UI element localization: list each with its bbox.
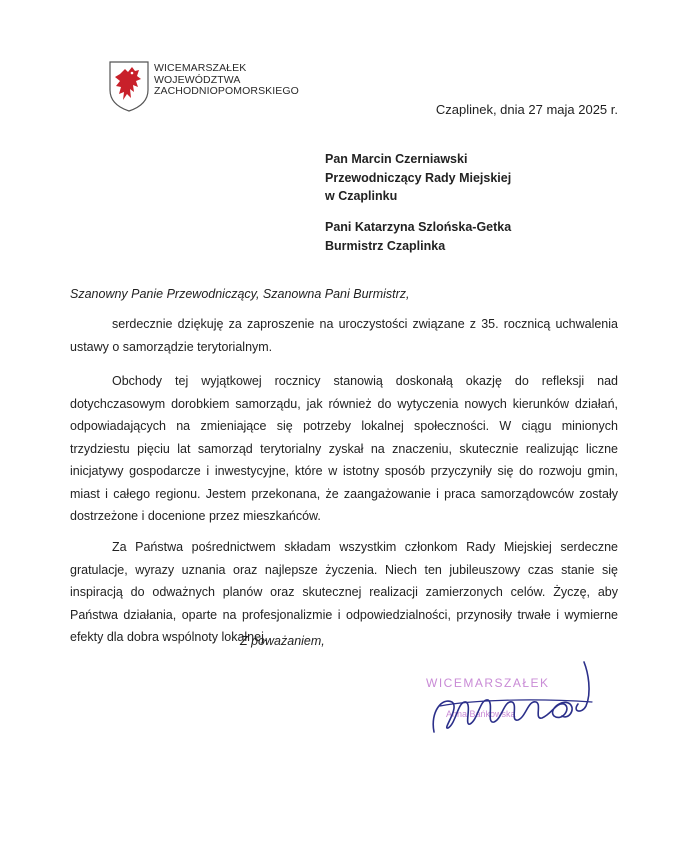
paragraph-1-text: serdecznie dziękuję za zaproszenie na uroczystości związane z 35. rocznicą uchwalenia ustawy o samorządzie terytorialnym.	[70, 317, 618, 354]
recipient-1-title: Przewodniczący Rady Miejskiej	[325, 170, 512, 185]
paragraph-2-text: Obchody tej wyjątkowej rocznicy stanowią doskonałą okazję do refleksji nad dotychczasowym dorobkiem samorządu, jak również do wytyczenia nowych kierunków działań, odpowiadających na zmieniające się potrzeby lokalnej społeczności. W ciągu minionych trzydziestu pięciu lat samorząd terytorialny zyskał na znaczeniu, skutecznie realizując liczne inicjatywy gospodarcze i inwestycyjne, które w istotny sposób przyczyniły się do rozwoju gmin, miast i całego regionu. Jestem przekonana, że zaangażowanie i praca samorządowców zostały dostrzeżone i docenione przez mieszkańców.	[70, 374, 618, 523]
closing-phrase: Z poważaniem,	[240, 634, 325, 648]
stamp-title: WICEMARSZAŁEK	[426, 676, 550, 690]
recipient-block-2	[325, 218, 511, 255]
stamp-name: Anna Bańkowska	[446, 709, 516, 719]
letter-date: Czaplinek, dnia 27 maja 2025 r.	[435, 102, 618, 117]
recipient-2-name: Pani Katarzyna Szlońska-Getka	[325, 220, 512, 234]
recipient-1-title-location: w Czaplinku	[325, 189, 398, 203]
office-line-3: ZACHODNIOPOMORSKIEGO	[154, 85, 299, 97]
recipient-block-1	[325, 150, 511, 206]
office-line-2: WOJEWÓDZTWA	[154, 73, 241, 86]
salutation: Szanowny Panie Przewodniczący, Szanowna Pani Burmistrz,	[70, 287, 410, 301]
office-line-1: WICEMARSZAŁEK	[154, 62, 247, 74]
paragraph-1	[70, 313, 618, 358]
handwritten-signature	[412, 642, 612, 742]
griffin-coat-of-arms-icon	[108, 60, 150, 112]
paragraph-3-text: Za Państwa pośrednictwem składam wszystkim członkom Rady Miejskiej serdeczne gratulacje, wyrazy uznania oraz najlepsze życzenia. Niech ten jubileuszowy czas stanie się inspiracją do odważnych planów oraz skutecznej realizacji zamierzonych celów. Życzę, aby Państwa działania, oparte na profesjonalizmie i odpowiedzialności, przynosiły trwałe i wymierne efekty dla dobra wspólnoty lokalnej.	[70, 540, 618, 644]
paragraph-2	[70, 370, 618, 528]
office-name	[154, 63, 299, 98]
paragraph-3	[70, 536, 618, 649]
recipient-1-name: Pan Marcin Czerniawski	[325, 152, 468, 166]
recipient-2-title: Burmistrz Czaplinka	[325, 238, 446, 253]
